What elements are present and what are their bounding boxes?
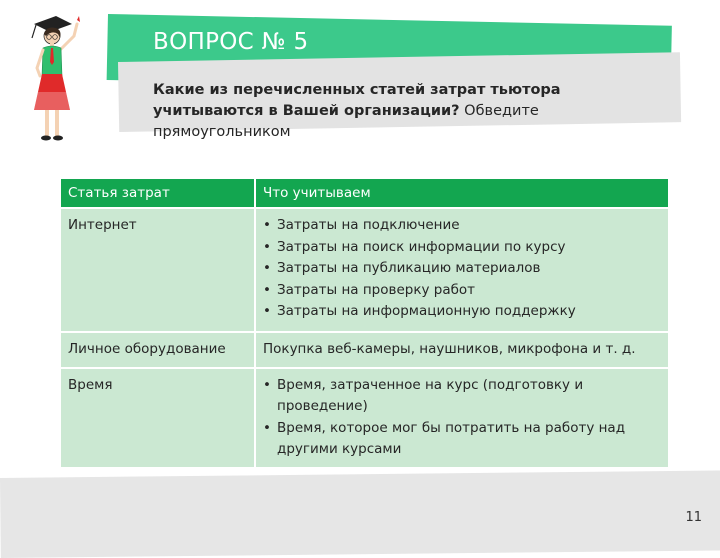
table-row [61, 332, 668, 368]
list-item: • Время, затраченное на курс (подготовку и проведение) [263, 375, 661, 418]
list-item: • Затраты на проверку работ [263, 280, 661, 302]
page-number: 11 [685, 510, 702, 525]
bullet-list [263, 375, 661, 461]
cost-item-cell: Личное оборудование [61, 332, 255, 368]
list-item: • Затраты на подключение [263, 215, 661, 237]
question-text [153, 80, 673, 143]
list-item: • Время, которое мог бы потратить на работу над другими курсами [263, 418, 661, 461]
question-main: Какие из перечисленных статей затрат тьютора учитываются в Вашей организации? [153, 82, 561, 119]
table-header-row [61, 179, 668, 208]
details-cell [255, 368, 668, 467]
footer-band [0, 470, 720, 558]
list-item: • Затраты на публикацию материалов [263, 258, 661, 280]
teacher-illustration [22, 10, 102, 150]
details-cell: Покупка веб-камеры, наушников, микрофона и т. д. [255, 332, 668, 368]
header-cost-item: Статья затрат [61, 179, 255, 208]
list-item: • Затраты на поиск информации по курсу [263, 237, 661, 259]
question-instruction: Обведите прямоугольником [153, 103, 539, 140]
list-item: • Затраты на информационную поддержку [263, 301, 661, 323]
slide-title: ВОПРОС № 5 [153, 29, 309, 55]
table-row [61, 368, 668, 467]
table-row [61, 208, 668, 332]
cost-item-cell: Время [61, 368, 255, 467]
bullet-list [263, 215, 661, 323]
cost-table [61, 179, 668, 467]
cost-item-cell: Интернет [61, 208, 255, 332]
header-what-counted: Что учитываем [255, 179, 668, 208]
details-cell [255, 208, 668, 332]
